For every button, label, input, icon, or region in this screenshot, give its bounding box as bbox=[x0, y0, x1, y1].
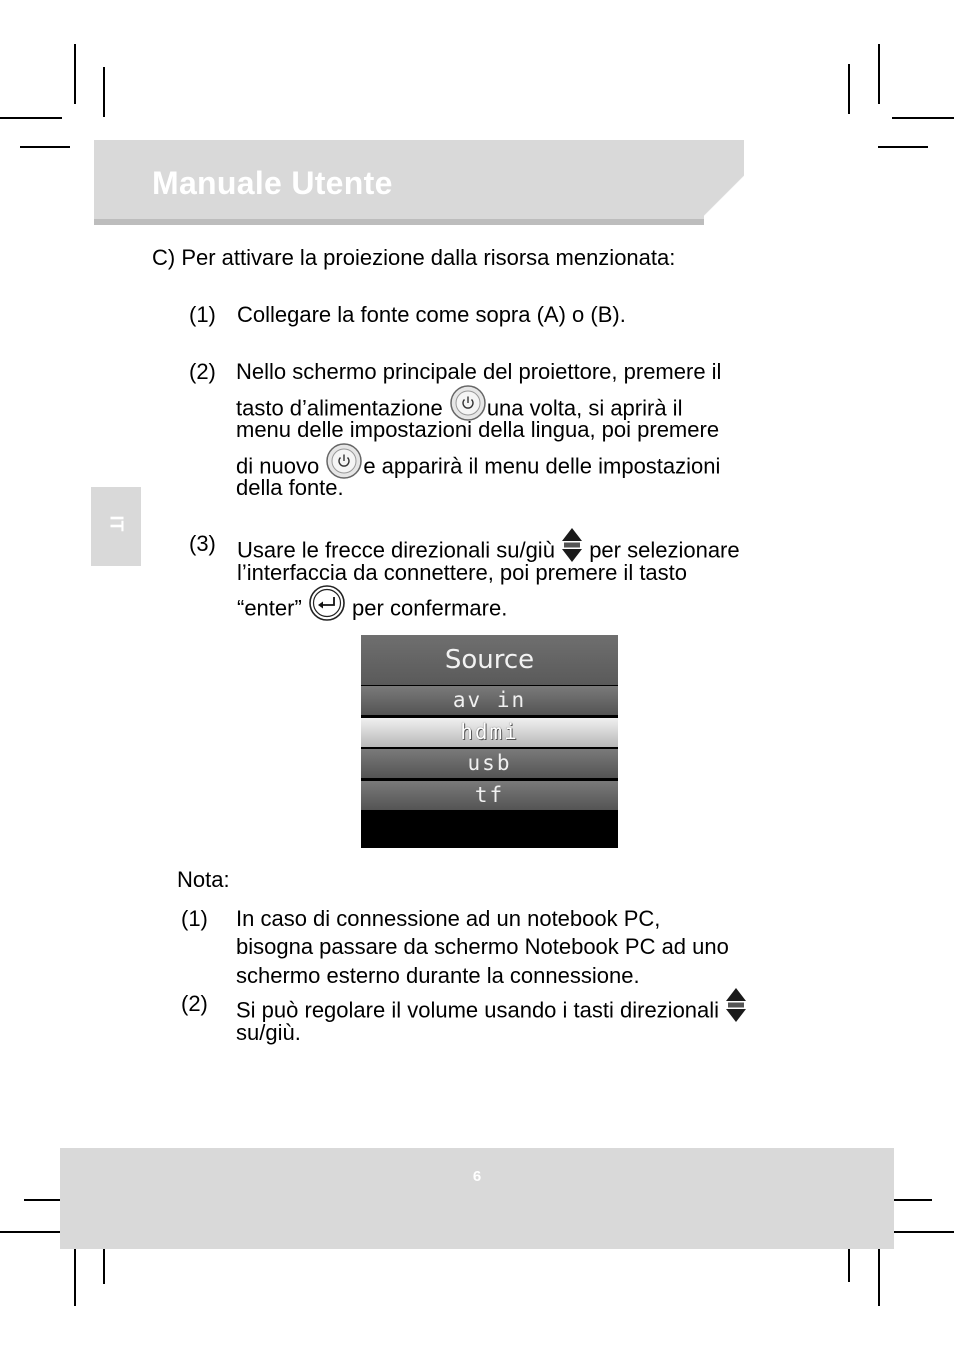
language-tab bbox=[91, 487, 141, 566]
step-3-line-3a: “enter” bbox=[237, 595, 302, 621]
step-2-number: (2) bbox=[189, 359, 216, 384]
enter-button-icon bbox=[308, 584, 346, 630]
section-c-intro: C) Per attivare la proiezione dalla risorsa menzionata: bbox=[152, 245, 676, 270]
crop-mark bbox=[878, 146, 928, 148]
step-3-line-1a: Usare le frecce direzionali su/giù bbox=[237, 537, 555, 563]
note-1-number: (1) bbox=[181, 906, 208, 931]
note-1-line-2: bisogna passare da schermo Notebook PC ad uno bbox=[236, 934, 729, 959]
crop-mark bbox=[103, 67, 105, 117]
header-band bbox=[94, 140, 744, 225]
footer-band bbox=[60, 1148, 894, 1249]
step-1-number: (1) bbox=[189, 302, 216, 327]
crop-mark bbox=[894, 1231, 954, 1233]
page-title: Manuale Utente bbox=[152, 165, 393, 201]
source-menu-item-av-in[interactable]: av in bbox=[361, 686, 618, 715]
crop-mark bbox=[0, 1231, 60, 1233]
step-3-line-3b: per confermare. bbox=[352, 595, 508, 621]
note-2-line-2: su/giù. bbox=[236, 1020, 301, 1045]
note-label: Nota: bbox=[177, 867, 230, 892]
source-menu-item-hdmi[interactable]: hdmi bbox=[361, 718, 618, 747]
step-3-line-3 bbox=[237, 587, 507, 633]
note-1-line-1: In caso di connessione ad un notebook PC, bbox=[236, 906, 661, 931]
crop-mark bbox=[0, 117, 62, 119]
step-2-line-4b: e apparirà il menu delle impostazioni bbox=[363, 453, 721, 479]
note-2-line-1a: Si può regolare il volume usando i tasti direzionali bbox=[236, 997, 720, 1023]
crop-mark bbox=[103, 1249, 105, 1284]
crop-mark bbox=[848, 64, 850, 114]
source-menu-item-usb[interactable]: usb bbox=[361, 749, 618, 778]
crop-mark bbox=[892, 117, 954, 119]
step-2-line-4a: di nuovo bbox=[236, 453, 320, 479]
crop-mark bbox=[878, 1249, 880, 1306]
step-1-text: Collegare la fonte come sopra (A) o (B). bbox=[237, 302, 626, 327]
crop-mark bbox=[74, 1249, 76, 1306]
step-3-number: (3) bbox=[189, 531, 216, 556]
up-down-arrows-icon bbox=[725, 987, 747, 1031]
note-2-line-1 bbox=[236, 990, 747, 1034]
crop-mark bbox=[74, 44, 76, 104]
step-2-line-3: menu delle impostazioni della lingua, poi premere bbox=[236, 417, 720, 442]
note-2-number: (2) bbox=[181, 991, 208, 1016]
page-number: 6 bbox=[472, 1168, 482, 1185]
header-shadow bbox=[94, 219, 744, 225]
crop-mark bbox=[20, 146, 70, 148]
language-tab-label: IT bbox=[106, 515, 127, 532]
crop-mark bbox=[878, 44, 880, 104]
step-2-line-2a: tasto d’alimentazione bbox=[236, 395, 443, 421]
step-3-line-1b: per selezionare bbox=[589, 537, 740, 563]
source-menu bbox=[361, 635, 618, 848]
step-2-line-1: Nello schermo principale del proiettore, premere il bbox=[236, 359, 722, 384]
source-menu-item-tf[interactable]: tf bbox=[361, 781, 618, 810]
note-1-line-3: schermo esterno durante la connessione. bbox=[236, 963, 640, 988]
step-2-line-5: della fonte. bbox=[236, 475, 344, 500]
step-2-line-2b: una volta, si aprirà il bbox=[486, 395, 683, 421]
step-3-line-2: l’interfaccia da connettere, poi premere il tasto bbox=[237, 560, 688, 585]
crop-mark bbox=[24, 1199, 60, 1201]
crop-mark bbox=[848, 1249, 850, 1282]
crop-mark bbox=[894, 1199, 932, 1201]
source-menu-title: Source bbox=[361, 635, 618, 685]
